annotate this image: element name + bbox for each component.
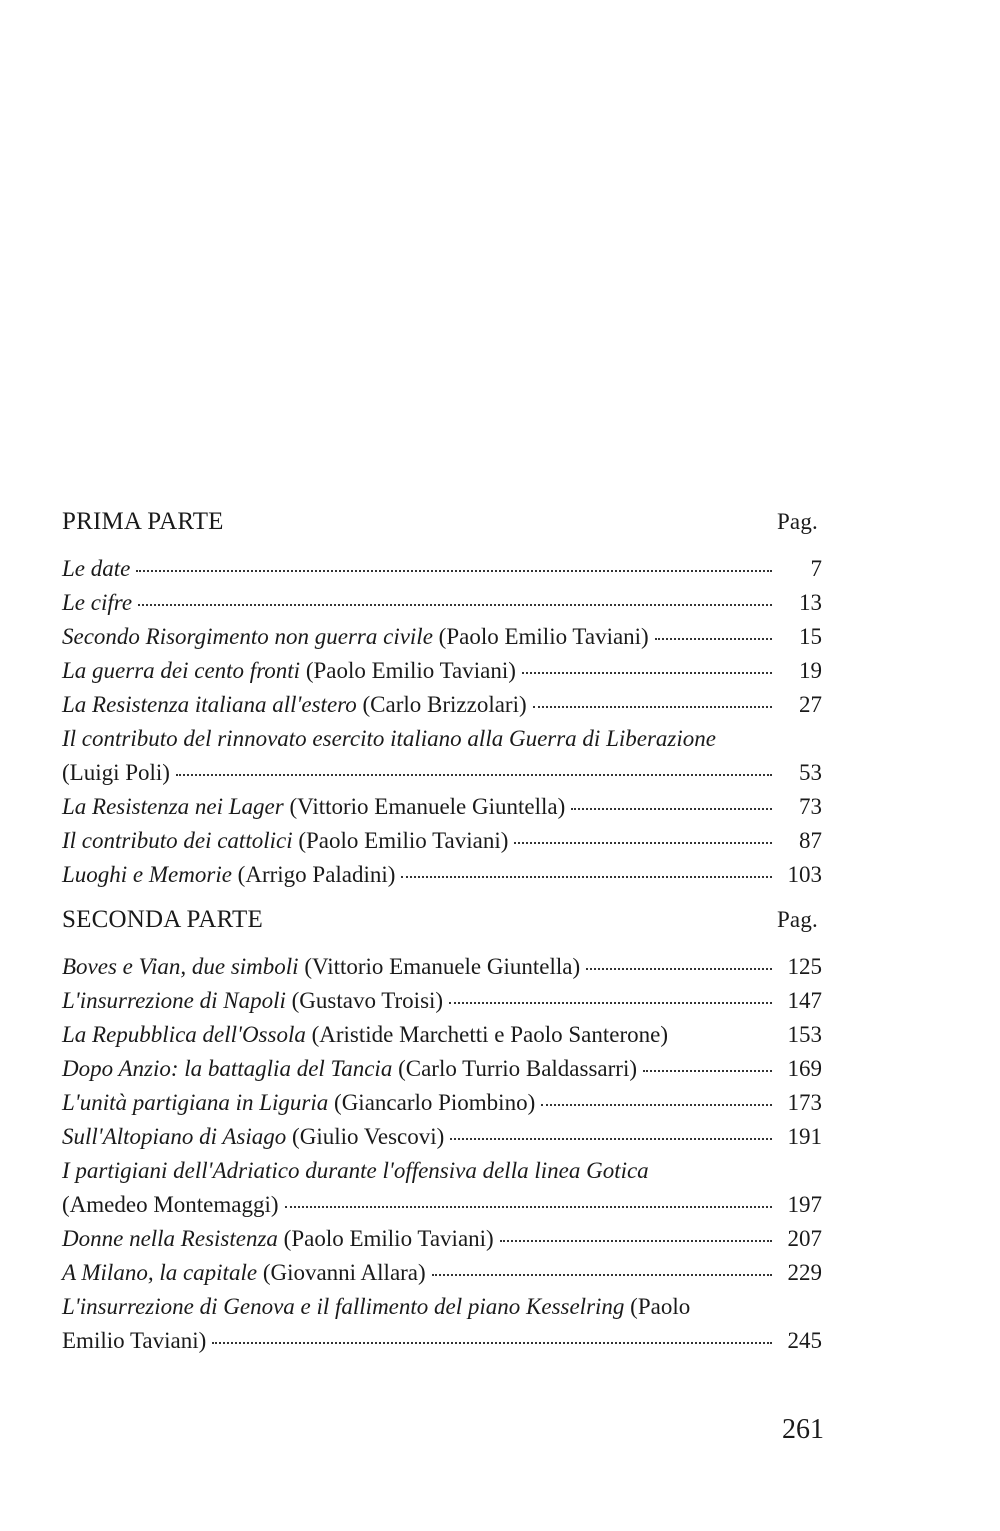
entry-page: 245 (787, 1328, 822, 1353)
entry-title: La Repubblica dell'Ossola (62, 1022, 306, 1047)
entry-title: Boves e Vian, due simboli (62, 954, 299, 979)
entry-title: Donne nella Resistenza (62, 1226, 278, 1251)
entry-title: A Milano, la capitale (62, 1260, 258, 1285)
entry-author: (Paolo Emilio Taviani) (298, 828, 509, 853)
leader-dots (500, 1224, 772, 1242)
entry-title: La Resistenza italiana all'estero (62, 692, 357, 717)
leader-dots (401, 860, 772, 878)
toc-entry[interactable] (62, 1018, 822, 1052)
entry-title: Il contributo dei cattolici (62, 828, 293, 853)
entry-title: L'insurrezione di Napoli (62, 988, 286, 1013)
entry-page: 73 (799, 794, 822, 819)
entry-page: 15 (799, 624, 822, 649)
entry-page: 229 (787, 1260, 822, 1285)
entry-title: Secondo Risorgimento non guerra civile (62, 624, 433, 649)
entry-page: 103 (787, 862, 822, 887)
toc-entry[interactable] (62, 722, 822, 790)
entry-page: 27 (799, 692, 822, 717)
entry-author: (Vittorio Emanuele Giuntella) (304, 954, 581, 979)
entry-page: 13 (799, 590, 822, 615)
entry-page: 7 (810, 556, 822, 581)
entry-author: (Carlo Brizzolari) (362, 692, 527, 717)
entry-page: 197 (787, 1192, 822, 1217)
entry-author: (Luigi Poli) (62, 760, 170, 785)
entry-page: 19 (799, 658, 822, 683)
toc-entry[interactable] (62, 1256, 822, 1290)
entry-title: Sull'Altopiano di Asiago (62, 1124, 287, 1149)
leader-dots (450, 1122, 772, 1140)
entry-author: (Giulio Vescovi) (292, 1124, 445, 1149)
toc-entry[interactable] (62, 824, 822, 858)
part-heading: PRIMA PARTE (62, 508, 224, 535)
leader-dots (643, 1054, 772, 1072)
leader-dots (285, 1190, 772, 1208)
entry-page: 87 (799, 828, 822, 853)
leader-dots (541, 1088, 772, 1106)
entry-author: (Gustavo Troisi) (291, 988, 444, 1013)
page-number: 261 (782, 1414, 824, 1445)
leader-dots (136, 554, 772, 572)
toc-entry[interactable] (62, 1052, 822, 1086)
toc-entry[interactable] (62, 688, 822, 722)
entry-author: (Amedeo Montemaggi) (62, 1192, 279, 1217)
toc-entry[interactable] (62, 1222, 822, 1256)
toc-entry[interactable] (62, 1086, 822, 1120)
entry-page: 169 (787, 1056, 822, 1081)
entry-title: La guerra dei cento fronti (62, 658, 301, 683)
entry-author-start: (Paolo (630, 1294, 691, 1319)
leader-dots (212, 1326, 772, 1344)
entry-page: 125 (787, 954, 822, 979)
entry-title: Luoghi e Memorie (62, 862, 232, 887)
part-heading: SECONDA PARTE (62, 906, 263, 933)
leader-dots (449, 986, 772, 1004)
part-header-prima (62, 508, 822, 552)
toc-entry[interactable] (62, 1290, 822, 1358)
leader-dots (138, 588, 772, 606)
toc-entry[interactable] (62, 620, 822, 654)
toc-entry[interactable] (62, 858, 822, 892)
leader-dots (176, 758, 772, 776)
toc-entry[interactable] (62, 984, 822, 1018)
entry-title: La Resistenza nei Lager (62, 794, 284, 819)
toc-entry[interactable] (62, 654, 822, 688)
entry-author: (Paolo Emilio Taviani) (438, 624, 649, 649)
pag-label: Pag. (776, 509, 818, 534)
pag-label: Pag. (776, 907, 818, 932)
entry-title: Le cifre (62, 590, 133, 615)
entry-author: (Vittorio Emanuele Giuntella) (289, 794, 566, 819)
leader-dots (571, 792, 772, 810)
entry-author: (Giovanni Allara) (262, 1260, 426, 1285)
entry-title: Le date (62, 556, 131, 581)
toc-entry[interactable] (62, 586, 822, 620)
entry-title: Il contributo del rinnovato esercito italiano alla Guerra di Liberazione (62, 726, 716, 751)
leader-dots (586, 952, 772, 970)
leader-dots (674, 1022, 772, 1038)
entry-page: 53 (799, 760, 822, 785)
leader-dots (514, 826, 772, 844)
entry-page: 153 (787, 1022, 822, 1047)
leader-dots (522, 656, 772, 674)
leader-dots (655, 622, 772, 640)
table-of-contents (62, 508, 822, 1358)
toc-entry[interactable] (62, 1154, 822, 1222)
entry-author: (Giancarlo Piombino) (334, 1090, 536, 1115)
entry-title: L'insurrezione di Genova e il fallimento del piano Kesselring (62, 1294, 625, 1319)
entry-page: 147 (787, 988, 822, 1013)
entry-title: Dopo Anzio: la battaglia del Tancia (62, 1056, 393, 1081)
entry-title: L'unità partigiana in Liguria (62, 1090, 329, 1115)
toc-entry[interactable] (62, 1120, 822, 1154)
entry-author: (Carlo Turrio Baldassarri) (398, 1056, 637, 1081)
entry-title: I partigiani dell'Adriatico durante l'offensiva della linea Gotica (62, 1158, 649, 1183)
toc-entry[interactable] (62, 790, 822, 824)
entry-page: 191 (787, 1124, 822, 1149)
entry-author: (Aristide Marchetti e Paolo Santerone) (311, 1022, 668, 1047)
entry-author: (Paolo Emilio Taviani) (305, 658, 516, 683)
part-header-seconda (62, 906, 822, 950)
entry-page: 173 (787, 1090, 822, 1115)
leader-dots (432, 1258, 772, 1276)
entry-author: (Arrigo Paladini) (237, 862, 396, 887)
toc-entry[interactable] (62, 552, 822, 586)
entry-page: 207 (787, 1226, 822, 1251)
toc-entry[interactable] (62, 950, 822, 984)
leader-dots (533, 690, 772, 708)
entry-author: (Paolo Emilio Taviani) (283, 1226, 494, 1251)
entry-author: Emilio Taviani) (62, 1328, 207, 1353)
